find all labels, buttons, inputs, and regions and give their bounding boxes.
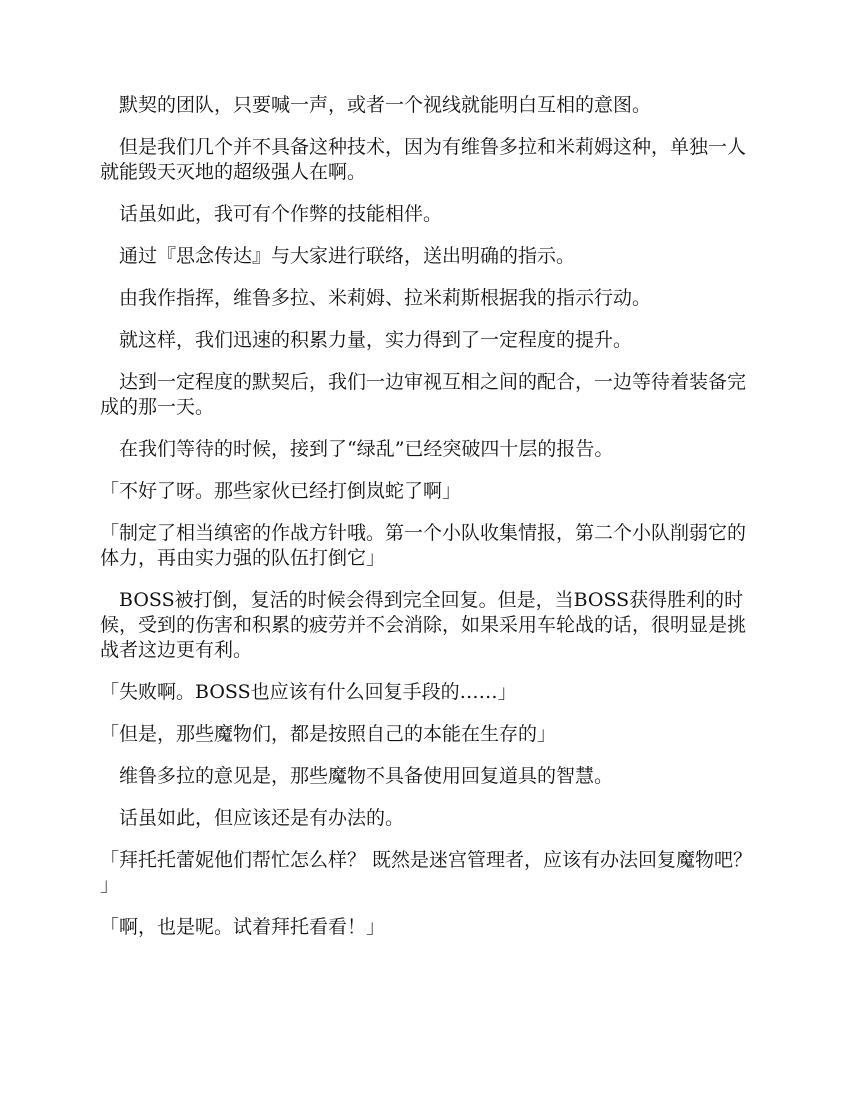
paragraph-10: 维鲁多拉的意见是，那些魔物不具备使用回复道具的智慧。 [119,765,614,787]
dialogue-4: 「但是，那些魔物们，都是按照自己的本能在生存的」 [100,723,557,745]
paragraph-4: 通过『思念传达』与大家进行联络，送出明确的指示。 [119,245,576,267]
paragraph-7: 达到一定程度的默契后，我们一边审视互相之间的配合，一边等待着装备完成的那一天。 [100,371,747,418]
paragraph-3: 话虽如此，我可有个作弊的技能相伴。 [119,203,443,225]
paragraph-9: BOSS被打倒，复活的时候会得到完全回复。但是，当BOSS获得胜利的时候，受到的伤害和积累的疲劳并不会消除，如果采用车轮战的话，很明显是挑战者这边更有利。 [100,589,747,661]
dialogue-1: 「不好了呀。那些家伙已经打倒岚蛇了啊」 [100,480,462,502]
dialogue-2: 「制定了相当缜密的作战方针哦。第一个小队收集情报，第二个小队削弱它的体力，再由实力强的队伍打倒它」 [100,522,747,569]
paragraph-1: 默契的团队，只要喊一声，或者一个视线就能明白互相的意图。 [119,94,652,116]
document-body [100,93,754,957]
paragraph-6: 就这样，我们迅速的积累力量，实力得到了一定程度的提升。 [119,329,633,351]
paragraph-8: 在我们等待的时候，接到了“绿乱”已经突破四十层的报告。 [119,438,614,460]
paragraph-11: 话虽如此，但应该还是有办法的。 [119,807,405,829]
paragraph-2: 但是我们几个并不具备这种技术，因为有维鲁多拉和米莉姆这种，单独一人就能毁天灭地的超级强人在啊。 [100,136,747,183]
dialogue-3: 「失败啊。BOSS也应该有什么回复手段的……」 [100,681,517,703]
paragraph-5: 由我作指挥，维鲁多拉、米莉姆、拉米莉斯根据我的指示行动。 [119,287,652,309]
dialogue-6: 「啊，也是呢。试着拜托看看！」 [100,916,386,938]
dialogue-5: 「拜托托蕾妮他们帮忙怎么样？ 既然是迷宫管理者，应该有办法回复魔物吧？」 [100,849,753,896]
